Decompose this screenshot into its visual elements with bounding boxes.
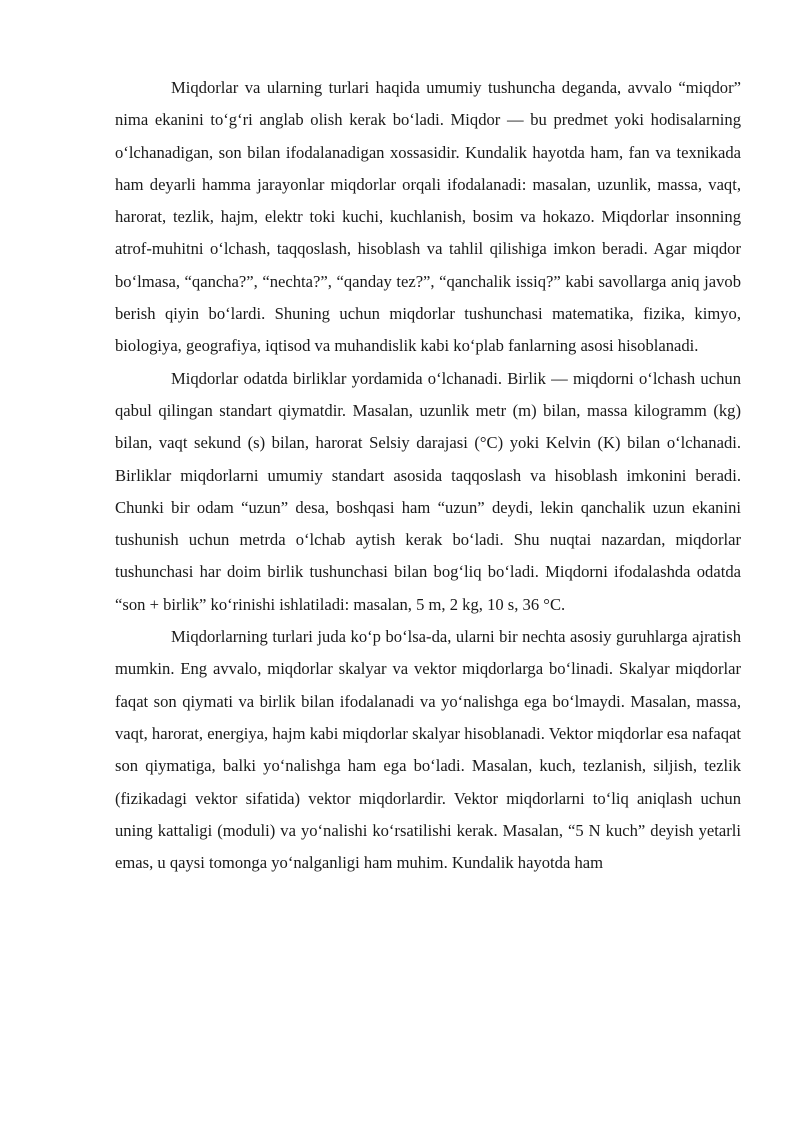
paragraph-2: Miqdorlar odatda birliklar yordamida o‘lchanadi. Birlik — miqdorni o‘lchash uchun qabul qilingan standart qiymatdir. Masalan, uzunlik metr (m) bilan, massa kilogramm (kg) bilan, vaqt sekund (s) bilan, harorat Selsiy darajasi (°C) yoki Kelvin (K) bilan o‘lchanadi. Birliklar miqdorlarni umumiy standart asosida taqqoslash va hisoblash imkonini beradi. Chunki bir odam “uzun” desa, boshqasi ham “uzun” deydi, lekin qanchalik uzun ekanini tushunish uchun metrda o‘lchab aytish kerak bo‘ladi. Shu nuqtai nazardan, miqdorlar tushunchasi har doim birlik tushunchasi bilan bog‘liq bo‘ladi. Miqdorni ifodalashda odatda “son + birlik” ko‘rinishi ishlatiladi: masalan, 5 m, 2 kg, 10 s, 36 °C. (115, 368, 741, 614)
paragraph-1: Miqdorlar va ularning turlari haqida umumiy tushuncha deganda, avvalo “miqdor” nima ekanini to‘g‘ri anglab olish kerak bo‘ladi. Miqdor — bu predmet yoki hodisalarning o‘lchanadigan, son bilan ifodalanadigan xossasidir. Kundalik hayotda ham, fan va texnikada ham deyarli hamma jarayonlar miqdorlar orqali ifodalanadi: masalan, uzunlik, massa, vaqt, harorat, tezlik, hajm, elektr toki kuchi, kuchlanish, bosim va hokazo. Miqdorlar insonning atrof-muhitni o‘lchash, taqqoslash, hisoblash va tahlil qilishiga imkon beradi. Agar miqdor bo‘lmasa, “qancha?”, “nechta?”, “qanday tez?”, “qanchalik issiq?” kabi savollarga aniq javob berish qiyin bo‘lardi. Shuning uchun miqdorlar tushunchasi matematika, fizika, kimyo, biologiya, geografiya, iqtisod va muhandislik kabi ko‘plab fanlarning asosi hisoblanadi. (115, 78, 741, 356)
document-page (115, 72, 741, 879)
paragraph-3: Miqdorlarning turlari juda ko‘p bo‘lsa-da, ularni bir nechta asosiy guruhlarga ajratish mumkin. Eng avvalo, miqdorlar skalyar va vektor miqdorlarga bo‘linadi. Skalyar miqdorlar faqat son qiymati va birlik bilan ifodalanadi va yo‘nalishga ega bo‘lmaydi. Masalan, massa, vaqt, harorat, energiya, hajm kabi miqdorlar skalyar hisoblanadi. Vektor miqdorlar esa nafaqat son qiymatiga, balki yo‘nalishga ham ega bo‘ladi. Masalan, kuch, tezlanish, siljish, tezlik (fizikadagi vektor sifatida) vektor miqdorlardir. Vektor miqdorlarni to‘liq aniqlash uchun uning kattaligi (moduli) va yo‘nalishi ko‘rsatilishi kerak. Masalan, “5 N kuch” deyish yetarli emas, u qaysi tomonga yo‘nalganligi ham muhim. Kundalik hayotda ham (115, 627, 741, 873)
